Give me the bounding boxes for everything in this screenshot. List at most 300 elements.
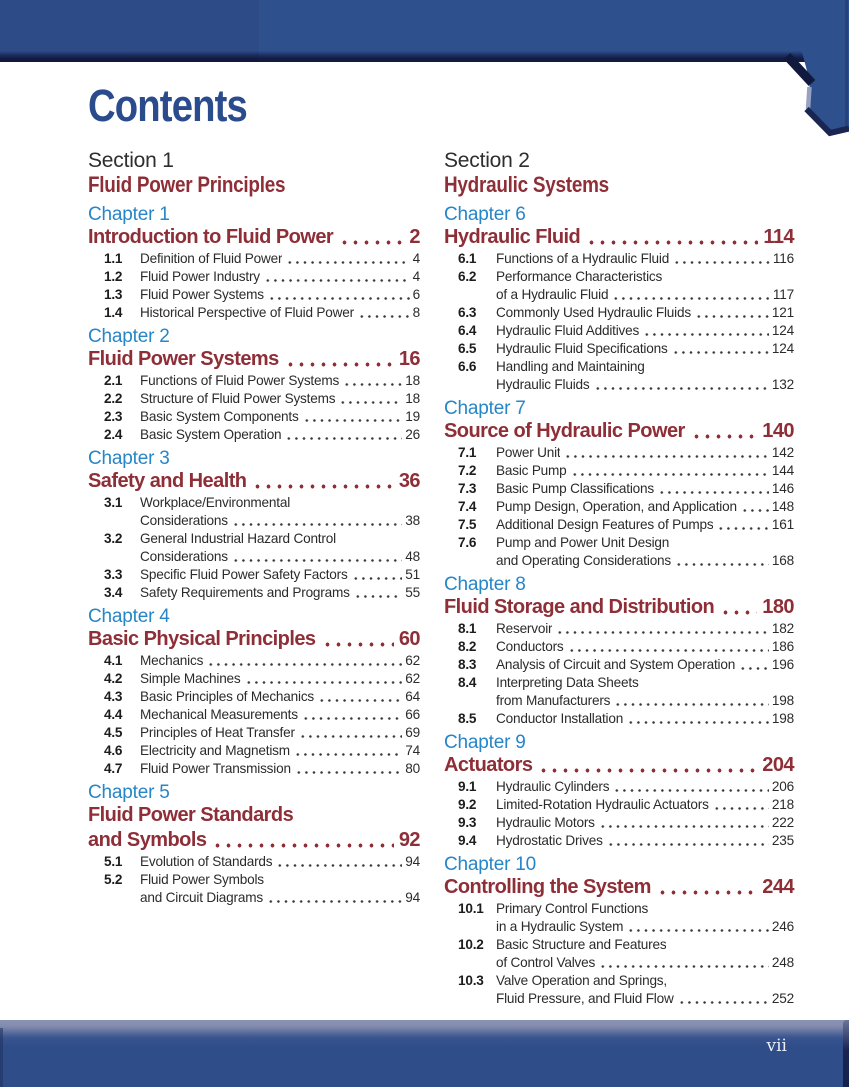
item-text: Evolution of Standards [140,854,273,869]
chapter-items [88,853,420,907]
item-page-number: 19 [405,409,420,424]
chapter-items [88,372,420,444]
item-number: 7.5 [458,517,477,532]
toc-column-left [88,149,420,907]
item-text: Basic System Components [140,409,299,424]
item-page-number: 69 [405,725,420,740]
toc-item-line [88,408,420,426]
item-text: Performance Characteristics [496,269,663,284]
item-text: Valve Operation and Springs, [496,973,667,988]
dot-leader [299,724,402,742]
item-page-number: 142 [771,445,794,460]
item-text: and Operating Considerations [496,553,672,568]
chapter-title-text: and Symbols [88,829,207,851]
toc-item [88,530,420,566]
item-number: 7.2 [458,463,477,478]
chapter-block [444,854,794,1008]
dot-leader [643,322,769,340]
toc-item-line [88,268,420,286]
chapter-label: Chapter 6 [444,204,526,225]
item-text: Hydraulic Motors [496,815,595,830]
dot-leader [322,627,394,652]
toc-item-line [444,778,794,796]
item-text: Hydraulic Fluids [496,377,590,392]
chapter-title-text: Fluid Power Systems [88,348,279,370]
item-page-number: 94 [405,854,420,869]
item-text: of Control Valves [496,955,596,970]
header-band [0,0,849,62]
toc-item [444,250,794,268]
toc-item-line [88,670,420,688]
item-text: Commonly Used Hydraulic Fluids [496,305,691,320]
item-page-number: 62 [405,653,420,668]
chapter-label: Chapter 3 [88,448,170,469]
item-number: 6.6 [458,359,477,374]
item-text: Workplace/Environmental [140,495,291,510]
toc-item [88,670,420,688]
toc-item [444,340,794,358]
item-number: 10.3 [458,973,484,988]
item-text: Hydraulic Fluid Specifications [496,341,668,356]
chapter-items [444,250,794,394]
toc-item-line [88,304,420,322]
item-text: Mechanical Measurements [140,707,298,722]
section-title-text: Hydraulic Systems [444,172,609,197]
chapter-title-text: Fluid Power Standards [88,804,294,826]
item-text: Analysis of Circuit and System Operation [496,657,736,672]
item-page-number: 26 [405,427,420,442]
toc-item [88,372,420,390]
dot-leader [303,408,403,426]
item-number: 9.1 [458,779,477,794]
dot-leader [556,620,769,638]
dot-leader [741,498,769,516]
page-title-wrap [88,82,275,129]
item-text: Basic Structure and Features [496,937,667,952]
dot-leader [538,753,757,778]
chapter-page-number: 114 [763,226,794,248]
corner-fold-icon [777,0,849,140]
toc-item-line [444,692,794,710]
page-title: Contents [88,80,247,131]
chapter-title-line [444,595,794,620]
dot-leader [302,706,402,724]
chapter-items [88,652,420,778]
chapter-block [88,606,420,778]
chapter-title-line [444,225,794,250]
item-text: Hydrostatic Drives [496,833,603,848]
chapter-title-line [88,469,420,494]
toc-item [444,710,794,728]
dot-leader [286,250,409,268]
toc-item [444,322,794,340]
chapter-page-number: 180 [762,596,794,618]
dot-leader [675,552,769,570]
toc-item [444,516,794,534]
toc-item-line [444,936,794,954]
dot-leader [358,304,410,322]
item-page-number: 161 [771,517,794,532]
item-text: Basic Principles of Mechanics [140,689,315,704]
toc-item [444,900,794,936]
item-number: 4.7 [104,761,123,776]
dot-leader [295,760,402,778]
dot-leader [612,286,770,304]
toc-item-line [444,376,794,394]
item-page-number: 182 [771,621,794,636]
chapter-items [88,250,420,322]
item-text: Safety Requirements and Programs [140,585,350,600]
dot-leader [264,268,410,286]
chapter-items [444,778,794,850]
item-text: Conductor Installation [496,711,624,726]
toc-item [444,620,794,638]
dot-leader [739,656,769,674]
item-number: 2.1 [104,373,123,388]
item-number: 6.5 [458,341,477,356]
dot-leader [678,990,769,1008]
item-page-number: 248 [771,955,794,970]
item-page-number: 196 [771,657,794,672]
toc-item [444,480,794,498]
dot-leader [568,638,769,656]
dot-leader [599,954,769,972]
item-text: Conductors [496,639,564,654]
toc-item-line [88,706,420,724]
item-number: 4.4 [104,707,123,722]
chapter-title-line [444,875,794,900]
item-text: and Circuit Diagrams [140,890,263,905]
item-page-number: 186 [771,639,794,654]
item-text: in a Hydraulic System [496,919,624,934]
item-page-number: 18 [405,391,420,406]
item-text: Functions of a Hydraulic Fluid [496,251,670,266]
item-page-number: 168 [771,553,794,568]
item-text: Hydraulic Cylinders [496,779,610,794]
item-number: 4.6 [104,743,123,758]
item-number: 5.1 [104,854,123,869]
item-number: 9.3 [458,815,477,830]
item-page-number: 116 [772,251,794,266]
toc-item-line [88,652,420,670]
item-page-number: 18 [405,373,420,388]
toc-item [444,304,794,322]
item-text: of a Hydraulic Fluid [496,287,609,302]
item-text: Fluid Pressure, and Fluid Flow [496,991,674,1006]
item-number: 3.1 [104,495,123,510]
toc-item [88,304,420,322]
dot-leader [613,778,769,796]
toc-item-line [444,814,794,832]
chapter-title-text: Introduction to Fluid Power [88,226,334,248]
dot-leader [713,796,769,814]
chapter-label: Chapter 10 [444,854,537,875]
toc-columns [88,149,794,1008]
chapter-block [88,448,420,602]
item-number: 1.2 [104,269,123,284]
item-text: Basic Pump Classifications [496,481,654,496]
item-page-number: 4 [412,251,420,266]
chapter-title-line [444,419,794,444]
dot-leader [339,390,402,408]
item-page-number: 74 [405,743,420,758]
item-number: 10.1 [458,901,484,916]
dot-leader [658,480,769,498]
item-text: Primary Control Functions [496,901,649,916]
chapter-block [88,204,420,322]
item-page-number: 124 [771,323,794,338]
item-number: 8.2 [458,639,477,654]
toc-item-line [88,372,420,390]
toc-item-line [88,742,420,760]
dot-leader [212,828,393,853]
toc-item-line [444,656,794,674]
item-number: 4.5 [104,725,123,740]
item-number: 6.3 [458,305,477,320]
toc-item-line [88,584,420,602]
item-page-number: 117 [772,287,794,302]
item-text: Electricity and Magnetism [140,743,290,758]
toc-item-line [88,760,420,778]
toc-item [444,936,794,972]
footer-right-edge [843,1020,849,1087]
item-text: Considerations [140,513,228,528]
dot-leader [285,426,402,444]
item-number: 9.4 [458,833,477,848]
toc-item-line [88,286,420,304]
item-text: Definition of Fluid Power [140,251,283,266]
toc-item [88,426,420,444]
item-number: 7.3 [458,481,477,496]
toc-item-line [444,304,794,322]
toc-item-line [444,620,794,638]
chapter-label: Chapter 2 [88,326,170,347]
toc-item-line [444,516,794,534]
item-text: Fluid Power Transmission [140,761,291,776]
toc-item-line [88,688,420,706]
toc-item-line [88,426,420,444]
toc-item-line [88,530,420,548]
item-page-number: 94 [405,890,420,905]
item-page-number: 246 [771,919,794,934]
item-page-number: 4 [412,269,420,284]
toc-item [444,832,794,850]
item-number: 8.4 [458,675,477,690]
dot-leader [207,652,402,670]
chapter-page-number: 16 [398,348,420,370]
chapter-title-text: Fluid Storage and Distribution [444,596,715,618]
dot-leader [614,692,769,710]
toc-item-line [444,444,794,462]
item-text: Interpreting Data Sheets [496,675,639,690]
toc-item [88,390,420,408]
toc-item [444,498,794,516]
item-page-number: 121 [771,305,794,320]
dot-leader [673,250,770,268]
toc-item-line [444,322,794,340]
section-title-text: Fluid Power Principles [88,172,286,197]
item-page-number: 124 [771,341,794,356]
dot-leader [232,512,402,530]
toc-item-line [88,871,420,889]
chapter-items [88,494,420,602]
item-number: 2.3 [104,409,123,424]
dot-leader [586,225,758,250]
item-text: Basic Pump [496,463,567,478]
dot-leader [717,516,768,534]
toc-item [444,656,794,674]
toc-item-line [444,552,794,570]
item-text: Handling and Maintaining [496,359,645,374]
dot-leader [627,710,769,728]
toc-item-line [88,548,420,566]
chapter-items [444,620,794,728]
chapter-title-line [88,803,420,828]
toc-item [444,462,794,480]
toc-item [88,494,420,530]
section-title [88,172,420,197]
toc-item-line [444,990,794,1008]
chapter-page-number: 36 [398,470,420,492]
chapter-page-number: 140 [762,420,794,442]
toc-item [88,408,420,426]
chapter-title-line [88,627,420,652]
toc-item-line [444,638,794,656]
toc-column-right [444,149,794,1008]
item-text: Power Unit [496,445,561,460]
page-number: vii [766,1036,787,1056]
toc-item-line [444,918,794,936]
dot-leader [695,304,769,322]
item-text: Specific Fluid Power Safety Factors [140,567,348,582]
chapter-page-number: 244 [762,876,794,898]
toc-item [444,972,794,1008]
toc-item [444,268,794,304]
toc-item-line [88,390,420,408]
item-page-number: 6 [412,287,420,302]
chapter-title-text: Hydraulic Fluid [444,226,581,248]
item-text: Historical Perspective of Fluid Power [140,305,354,320]
toc-item [88,853,420,871]
toc-item-line [88,724,420,742]
toc-item-line [444,972,794,990]
item-page-number: 206 [771,779,794,794]
item-number: 2.2 [104,391,123,406]
item-number: 1.4 [104,305,123,320]
item-text: Simple Machines [140,671,241,686]
item-text: from Manufacturers [496,693,611,708]
toc-item-line [444,796,794,814]
toc-item-line [88,494,420,512]
item-number: 5.2 [104,872,123,887]
section-label: Section 1 [88,149,174,172]
toc-item-line [444,250,794,268]
toc-item [444,796,794,814]
item-number: 7.1 [458,445,477,460]
chapter-block [444,732,794,850]
chapter-label: Chapter 8 [444,574,526,595]
chapter-block [444,574,794,728]
item-number: 2.4 [104,427,123,442]
item-number: 6.2 [458,269,477,284]
item-number: 8.3 [458,657,477,672]
footer-band [0,1020,849,1087]
toc-item [88,871,420,907]
item-number: 1.1 [104,251,123,266]
item-number: 1.3 [104,287,123,302]
toc-item-line [444,268,794,286]
toc-item [88,250,420,268]
item-number: 7.6 [458,535,477,550]
item-text: Principles of Heat Transfer [140,725,295,740]
item-text: Limited-Rotation Hydraulic Actuators [496,797,709,812]
section-label: Section 2 [444,149,530,172]
dot-leader [571,462,769,480]
toc-item [88,566,420,584]
item-text: Functions of Fluid Power Systems [140,373,340,388]
item-text: Pump and Power Unit Design [496,535,670,550]
dot-leader [720,595,757,620]
item-number: 8.5 [458,711,477,726]
item-number: 3.2 [104,531,123,546]
chapter-label: Chapter 7 [444,398,526,419]
toc-item [444,638,794,656]
dot-leader [672,340,769,358]
toc-item [88,742,420,760]
item-text: Structure of Fluid Power Systems [140,391,336,406]
chapter-items [444,444,794,570]
toc-item-line [444,674,794,692]
chapter-label: Chapter 9 [444,732,526,753]
item-number: 9.2 [458,797,477,812]
dot-leader [343,372,402,390]
item-page-number: 218 [771,797,794,812]
toc-item-line [444,900,794,918]
item-text: Fluid Power Industry [140,269,260,284]
toc-item [444,778,794,796]
chapter-title-line [88,828,420,853]
dot-leader [607,832,769,850]
item-number: 6.4 [458,323,477,338]
dot-leader [294,742,402,760]
toc-item [88,268,420,286]
chapter-block [88,326,420,444]
chapter-block [444,398,794,570]
item-page-number: 198 [771,693,794,708]
toc-item [444,444,794,462]
chapter-page-number: 204 [762,754,794,776]
dot-leader [232,548,402,566]
item-text: Fluid Power Symbols [140,872,264,887]
item-page-number: 62 [405,671,420,686]
toc-item [88,584,420,602]
section-title [444,172,794,197]
item-number: 3.3 [104,567,123,582]
chapter-title-text: Actuators [444,754,533,776]
item-number: 10.2 [458,937,484,952]
dot-leader [268,286,410,304]
toc-item-line [444,498,794,516]
dot-leader [691,419,758,444]
toc-item-line [444,462,794,480]
toc-item-line [88,512,420,530]
toc-item-line [88,889,420,907]
chapter-title-line [88,347,420,372]
item-text: General Industrial Hazard Control [140,531,336,546]
item-page-number: 38 [405,513,420,528]
item-page-number: 48 [405,549,420,564]
item-page-number: 144 [771,463,794,478]
